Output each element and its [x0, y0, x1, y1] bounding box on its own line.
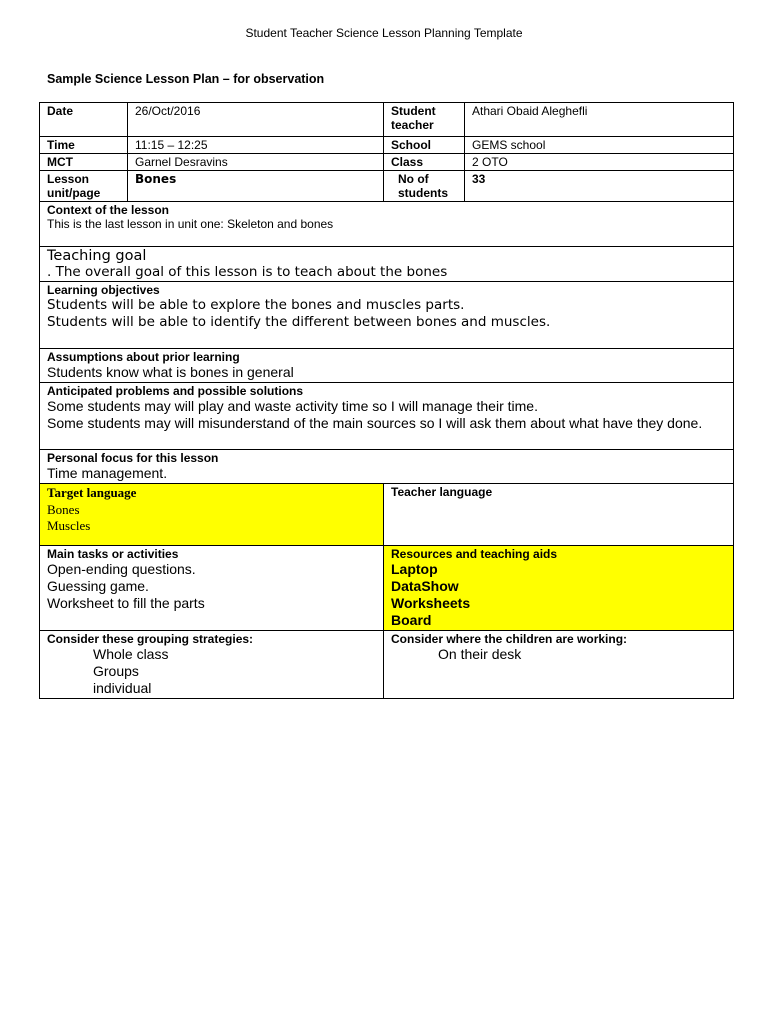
time-value: 11:15 – 12:25 — [128, 137, 384, 154]
row-problems — [40, 383, 734, 450]
student-teacher-label: Student teacher — [384, 103, 465, 137]
mct-value: Garnel Desravins — [128, 154, 384, 171]
school-value: GEMS school — [465, 137, 734, 154]
problems-cell — [40, 383, 734, 450]
grouping-item: individual — [93, 680, 152, 696]
resource-item: Board — [391, 612, 432, 628]
personal-focus-label: Personal focus for this lesson — [47, 451, 219, 465]
working-cell — [384, 631, 734, 699]
context-text: This is the last lesson in unit one: Skeleton and bones — [47, 217, 334, 231]
teaching-goal-label: Teaching goal — [47, 248, 147, 264]
time-label: Time — [40, 137, 128, 154]
target-language-item: Muscles — [47, 518, 91, 533]
assumptions-label: Assumptions about prior learning — [47, 350, 240, 364]
document-header: Student Teacher Science Lesson Planning Template — [245, 26, 523, 40]
row-language — [40, 484, 734, 546]
row-date — [40, 103, 734, 137]
row-context — [40, 202, 734, 247]
students-count-label: No of students — [384, 171, 465, 202]
working-label: Consider where the children are working: — [391, 632, 628, 646]
student-teacher-value: Athari Obaid Aleghefli — [465, 103, 734, 137]
row-assumptions — [40, 349, 734, 383]
resource-item: Worksheets — [391, 595, 471, 611]
row-lesson — [40, 171, 734, 202]
task-item: Guessing game. — [47, 578, 149, 594]
row-grouping — [40, 631, 734, 699]
problems-label: Anticipated problems and possible solutions — [47, 384, 304, 398]
grouping-cell — [40, 631, 384, 699]
context-cell — [40, 202, 734, 247]
tasks-cell — [40, 546, 384, 631]
context-label: Context of the lesson — [47, 203, 170, 217]
target-language-item: Bones — [47, 501, 80, 517]
task-item: Open-ending questions. — [47, 561, 196, 577]
objectives-label: Learning objectives — [47, 283, 160, 297]
row-tasks — [40, 546, 734, 631]
teacher-language-cell — [384, 484, 734, 546]
teacher-language-label: Teacher language — [391, 485, 493, 499]
task-item: Worksheet to fill the parts — [47, 595, 205, 611]
assumptions-text: Students know what is bones in general — [47, 364, 294, 380]
personal-focus-cell — [40, 450, 734, 484]
resources-label: Resources and teaching aids — [391, 547, 558, 561]
document-subtitle: Sample Science Lesson Plan – for observation — [47, 72, 325, 86]
row-teaching-goal — [40, 247, 734, 282]
resources-cell — [384, 546, 734, 631]
row-personal-focus — [40, 450, 734, 484]
problem-item: Some students may will misunderstand of the main sources so I will ask them about what have they done. — [47, 415, 703, 431]
teaching-goal-text: . The overall goal of this lesson is to teach about the bones — [47, 264, 448, 280]
resource-item: DataShow — [391, 578, 459, 594]
objective-item: Students will be able to explore the bones and muscles parts. — [47, 297, 465, 313]
row-time — [40, 137, 734, 154]
date-label: Date — [40, 103, 128, 137]
target-language-label: Target language — [47, 485, 137, 500]
students-count-value: 33 — [465, 171, 734, 202]
teaching-goal-cell — [40, 247, 734, 282]
school-label: School — [384, 137, 465, 154]
working-text: On their desk — [438, 646, 522, 662]
mct-label: MCT — [40, 154, 128, 171]
objectives-cell — [40, 282, 734, 349]
tasks-label: Main tasks or activities — [47, 547, 179, 561]
row-mct — [40, 154, 734, 171]
lesson-unit-value: Bones — [128, 171, 384, 202]
lesson-plan-table — [39, 102, 734, 699]
lesson-unit-label: Lesson unit/page — [40, 171, 128, 202]
assumptions-cell — [40, 349, 734, 383]
target-language-cell — [40, 484, 384, 546]
grouping-item: Whole class — [93, 646, 169, 662]
row-objectives — [40, 282, 734, 349]
grouping-item: Groups — [93, 663, 139, 679]
resource-item: Laptop — [391, 561, 438, 577]
date-value: 26/Oct/2016 — [128, 103, 384, 137]
grouping-label: Consider these grouping strategies: — [47, 632, 254, 646]
class-label: Class — [384, 154, 465, 171]
class-value: 2 OTO — [465, 154, 734, 171]
personal-focus-text: Time management. — [47, 465, 168, 481]
problem-item: Some students may will play and waste activity time so I will manage their time. — [47, 398, 538, 414]
objective-item: Students will be able to identify the different between bones and muscles. — [47, 314, 551, 330]
